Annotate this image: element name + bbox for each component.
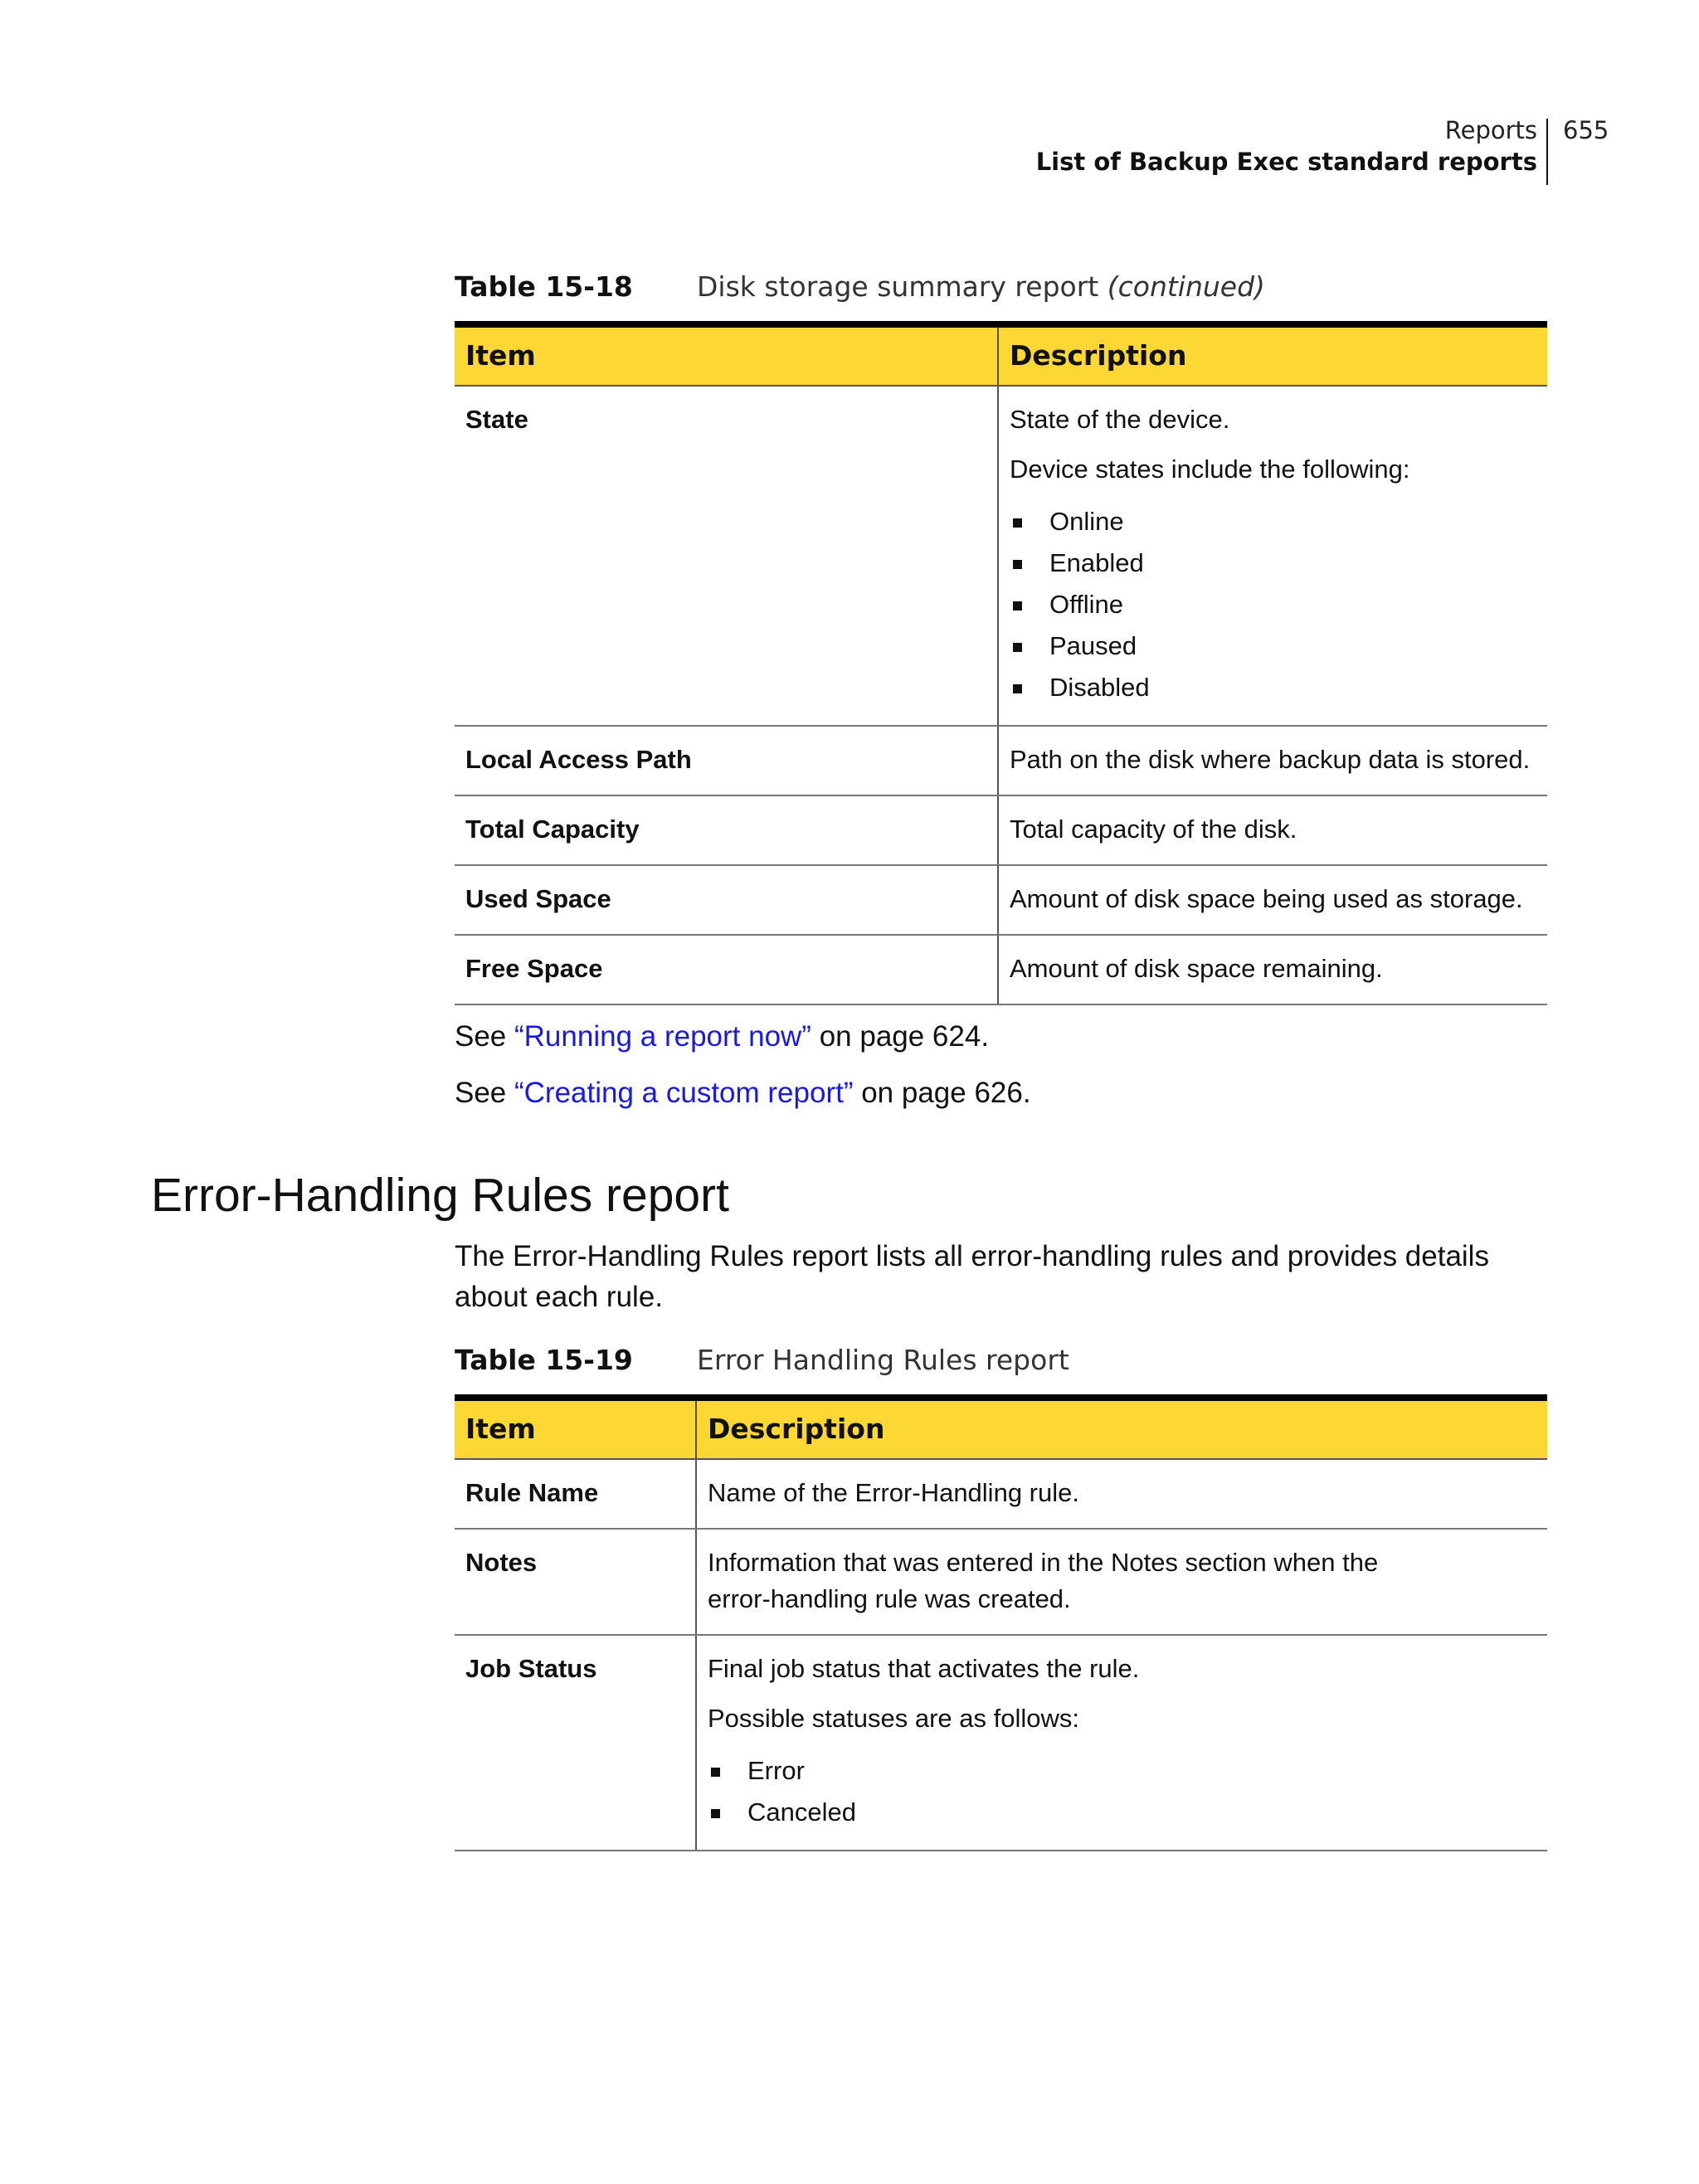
row-description <box>998 386 1547 726</box>
description-line: Information that was entered in the Notes section when the error-handling rule was created. <box>708 1548 1379 1613</box>
see-reference <box>455 1020 989 1053</box>
row-description <box>696 1529 1547 1635</box>
see-prefix: See <box>455 1077 514 1109</box>
bullet-icon <box>1013 643 1022 652</box>
bullet-icon <box>711 1809 720 1818</box>
table-number: Table 15-18 <box>455 270 633 303</box>
bullet-list <box>708 1750 1536 1833</box>
row-description <box>696 1635 1547 1851</box>
row-item: Notes <box>455 1529 696 1635</box>
running-header <box>1036 114 1537 178</box>
table-row <box>455 1459 1547 1529</box>
running-report-now-link[interactable]: “Running a report now” <box>514 1020 811 1053</box>
column-header-item: Item <box>455 324 998 386</box>
table-row <box>455 1529 1547 1635</box>
list-item <box>708 1750 1536 1792</box>
table-row <box>455 795 1547 865</box>
see-prefix: See <box>455 1020 514 1053</box>
header-chapter-title: List of Backup Exec standard reports <box>1035 148 1537 176</box>
disk-storage-summary-table <box>455 321 1547 1005</box>
header-section-name: Reports <box>1444 116 1537 144</box>
list-item <box>708 1792 1536 1833</box>
table-caption-1 <box>455 270 1265 303</box>
see-suffix: on page 624. <box>811 1020 990 1053</box>
row-item: Total Capacity <box>455 795 998 865</box>
see-reference <box>455 1077 1031 1110</box>
see-suffix: on page 626. <box>853 1077 1031 1109</box>
list-item <box>1010 667 1536 708</box>
row-item: Used Space <box>455 865 998 935</box>
row-description: Amount of disk space remaining. <box>998 935 1547 1004</box>
table-title: Error Handling Rules report <box>697 1344 1069 1376</box>
row-item: Job Status <box>455 1635 696 1851</box>
row-item: Local Access Path <box>455 726 998 795</box>
table-row <box>455 726 1547 795</box>
error-handling-rules-table <box>455 1394 1547 1851</box>
table-row <box>455 935 1547 1004</box>
list-item <box>1010 501 1536 542</box>
table-row <box>455 1635 1547 1851</box>
row-description: Name of the Error-Handling rule. <box>696 1459 1547 1529</box>
page-number: 655 <box>1563 116 1609 144</box>
creating-custom-report-link[interactable]: “Creating a custom report” <box>514 1077 854 1109</box>
section-intro: The Error-Handling Rules report lists all error-handling rules and provides details about each rule. <box>455 1240 1489 1313</box>
row-description: Total capacity of the disk. <box>998 795 1547 865</box>
list-item-text: Paused <box>1049 631 1137 660</box>
bullet-icon <box>1013 518 1022 528</box>
section-heading: Error-Handling Rules report <box>151 1169 729 1222</box>
description-line: Final job status that activates the rule. <box>708 1654 1140 1683</box>
row-description: Amount of disk space being used as storage. <box>998 865 1547 935</box>
table-row <box>455 386 1547 726</box>
table-continued-note: (continued) <box>1107 270 1265 303</box>
description-line: Device states include the following: <box>1010 455 1410 484</box>
description-line: Possible statuses are as follows: <box>708 1704 1079 1733</box>
table-caption-2 <box>455 1344 1069 1376</box>
list-item-text: Enabled <box>1049 548 1144 577</box>
table-header-row <box>455 324 1547 386</box>
table-title: Disk storage summary report <box>697 270 1099 303</box>
list-item-text: Disabled <box>1049 673 1150 702</box>
list-item-text: Offline <box>1049 590 1124 619</box>
column-header-description: Description <box>696 1398 1547 1459</box>
row-description: Path on the disk where backup data is stored. <box>998 726 1547 795</box>
bullet-icon <box>1013 684 1022 693</box>
list-item-text: Online <box>1049 507 1124 536</box>
table-row <box>455 865 1547 935</box>
list-item-text: Canceled <box>747 1797 856 1826</box>
bullet-icon <box>1013 601 1022 610</box>
list-item-text: Error <box>747 1756 805 1785</box>
column-header-item: Item <box>455 1398 696 1459</box>
row-item: Rule Name <box>455 1459 696 1529</box>
list-item <box>1010 542 1536 584</box>
header-divider <box>1546 119 1548 185</box>
bullet-icon <box>1013 560 1022 569</box>
table-number: Table 15-19 <box>455 1344 633 1376</box>
list-item <box>1010 584 1536 625</box>
row-item: Free Space <box>455 935 998 1004</box>
list-item <box>1010 625 1536 667</box>
bullet-list <box>1010 501 1536 708</box>
description-line: State of the device. <box>1010 405 1230 434</box>
table-header-row <box>455 1398 1547 1459</box>
row-item: State <box>455 386 998 726</box>
bullet-icon <box>711 1768 720 1777</box>
column-header-description: Description <box>998 324 1547 386</box>
